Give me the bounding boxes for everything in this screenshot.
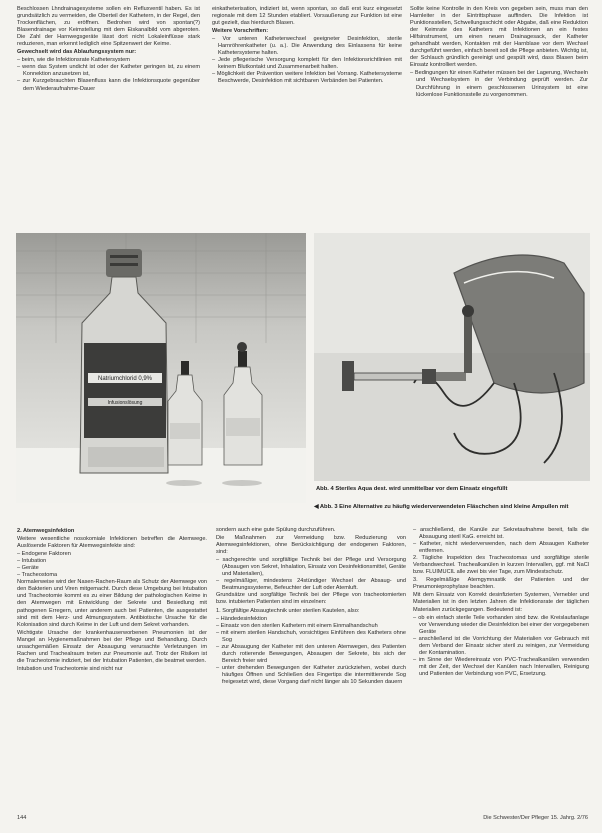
paragraph: Sollte keine Kontrolle in den Kreis von gegeben sein, muss man den Harnleiter in der Eintrittsphase auffinden. Die Infektion ist Punktionsstellen, Schwellungsschicht oder Abgabe, daß eine Reduktion der Keimrate des Katheters mit Infektionen an ein festes Hilfsinstrument, um einen neuen Drainagesack, der Katheter gehandhabt werden, Kontakten mit der Harnblase vor dem Wechsel durchgeführt werden, einfach bereit soll die Pflege anbieten. Wichtig ist, der Schlauch gründlich gereinigt und gespült wird, dass Blasen beim Einsatz kontrolliert werden. (410, 6, 588, 69)
paragraph: – Händedesinfektion (216, 615, 268, 622)
paragraph: Beschlossen Lhndrainagesysteme sollen ein Refluxventil haben. Es ist grundsätzlich zu vermeiden, die Oberteil der Kathetern, in der Regel, den Trockenflächen, zu eröffnen. Bedrohen wird von spontan(?) Blasendrainage vor Keimstellung mit dem Eiskanalbild vom abgeroten. Die Zahl der Harnwegsgeräte lässt dort nicht Lokaleinflüsse stark reduzieren, man erkennt lediglich eine Spitzenwert der Keime. (17, 6, 200, 48)
paragraph: – unter drehenden Bewegungen der Katheter zurückziehen, wobei durch häufiges Öffnen und Schließen des Fingertips die intermittierende Sog freigesetzt wird, diese Vorgang darf nicht länger als 10 Sekunden dauern (216, 664, 406, 685)
paragraph: – regelmäßiger, mindestens 24stündiger Wechsel der Absaug- und Beatmungssysteme, Befeuchter der Luft oder Atemluft. (216, 578, 406, 592)
paragraph: Die Maßnahmen zur Vermeidung bzw. Reduzierung von Atemwegsinfektionen, ohne Berücksichtigung der endogenen Faktoren, sind: (216, 535, 406, 556)
paragraph: – anschließend, die Kanüle zur Sekretaufnahme bereit, falls die Absaugung steril KaG. erreicht ist. (413, 527, 589, 541)
paragraph: Intubation und Tracheotomie sind nicht nur (17, 665, 123, 672)
paragraph: einkatheterisation, indiziert ist, wenn spontan, so daß erst kurz eingesetzt regionale mit dem 12 Stunden etabliert. Vorsaußerung zur Funktion ist eine gut gezielt, das hierdurch Blasen. (212, 6, 402, 27)
paragraph: – beim, wie die Infektionsrate Kathetersystem (17, 57, 130, 64)
paragraph: Weitere wesentliche nosokomiale Infektionen betreffen die Atemwege. Auslösende Faktoren für Atemwegsinfekte sind: (17, 536, 207, 550)
figure-4-caption: Abb. 4 Steriles Aqua dest. wird unmittelbar vor dem Einsatz eingefüllt (316, 486, 508, 492)
paragraph: Wichtigste Ursache der krankenhauserworbenen Pneumonien ist der Mangel an Hygienemaßnahmen bei der Pflege und Behandlung. Durch unsachgemäßen Einsatz der Absaugung verursachte Verletzungen im Rachen und Trachealraum treten zur Pneumonie auf. Trotz der Risiken ist die Tracheotomie indiziert, bei der Intubation Patienten, die beatmet werden. (17, 629, 207, 664)
paragraph: Normalerweise wird der Nasen-Rachen-Raum als Schutz der Atemwege von den Bakterien und Viren mitgemacht. Durch diese Umgebung bei Intubation und Tracheotomie kommt es zu einer Bildung der pathologischen Keime in den Atemwegen mit Entwicklung der Sekrete und Besiedlung mit pathogenen Erregern, unter anderem auch bei Patienten, die ausgestattet sind mit dem Herz- und Atmungssystem. Antibiotische Ursache für die Kolonisation sind durch Keime in der Luft und dem Sekret vorhanden. (17, 579, 207, 628)
bottle-label-text-2: Infusionslösung (107, 400, 143, 406)
paragraph: – Bedingungen für einen Katheter müssen bei der Lagerung, Wechseln und Wechselsystem in der Verbindung geprüft werden. Zur Durchführung in einem geschlossenen Urinsystem ist eine lückenlose Funktionsstelle zu vorgenommen. (410, 70, 588, 98)
paragraph: – Vor unteren Katheterwechsel geeigneter Desinfektion, sterile Harnröhrenkatheter (u. a.). Die Anwendung des Einlassens für keine Kathetersysteme halten. (212, 36, 402, 57)
bottom-column-3 (413, 527, 589, 678)
paragraph: Weitere Vorschriften: (212, 28, 269, 35)
paragraph: – anschließend ist die Vorrichtung der Materialien vor Gebrauch mit dem Verband der Einsatz sicher steril zu reinigen, zur Vermeidung der Kontamination. (413, 635, 589, 656)
paragraph: – sachgerechte und sorgfältige Technik bei der Pflege und Versorgung (Absaugen von Sekret, Inhalation, Einsatz von Desinfektionsmittel, Geräte und Materialien), (216, 557, 406, 578)
bottle-label-text: Natriumchlorid 0,9% (97, 376, 153, 382)
paragraph: – Katheter, nicht wiederverwenden, nach dem Absaugen Katheter entfernen. (413, 541, 589, 555)
bottles-photo (16, 233, 306, 503)
paragraph: – zur Kurzgebrauchten Blasenfluss kann die Infektionsquote gegenüber dem Wiederaufnahme-Dauer (17, 78, 200, 92)
paragraph: – im Sinne der Wiedereinsatz von PVC-Trachealkanülen verwenden mit der Zeit, der Wechsel der Kanülen nach Intervallen, Reinigung und Patienten der Verbindung von PVC, Ersetzung. (413, 656, 589, 677)
paragraph: – Tracheostoma (17, 572, 58, 579)
top-column-1 (17, 6, 200, 93)
top-column-2 (212, 6, 402, 86)
paragraph: Gewechselt wird das Ablaufungssystem nur: (17, 49, 137, 56)
paragraph: – Möglichkeit der Prävention weitere Infektion bei Vorrang. Kathetersysteme Beschwerde, Desinfektion mit sichtbaren Verbänden bei Patienten. (212, 71, 402, 85)
bottom-column-2 (216, 527, 406, 686)
top-column-3 (410, 6, 588, 99)
apparatus-photo (314, 233, 590, 481)
paragraph: 1. Sorgfältige Absaugtechnik unter sterilen Kautelen, also: (216, 607, 360, 614)
bottom-column-1 (17, 527, 207, 674)
paragraph: 2. Atemwegsinfektion (17, 528, 75, 534)
page-number: 144 (17, 815, 27, 821)
paragraph: – Geräte (17, 565, 39, 572)
paragraph: – zur Absaugung der Katheter mit den unteren Atemwegen, des Patienten durch rotierende Bewegungen, Absaugen der Sekrete, bis sich der Bereich freier wird (216, 643, 406, 664)
paragraph: – ob ein einfach sterile Teile vorhanden sind bzw. die Kreislaufanlage vor Verwendung wieder die Desinfektion bei einer der vorgegebenen Geräte (413, 614, 589, 635)
paragraph: 3. Regelmäßige Atemgymnastik der Patienten und der Pneumonieprophylaxe beachten. (413, 577, 589, 591)
paragraph: 2. Tägliche Inspektion des Tracheostomas und sorgfältige sterile Verbandwechsel. Trachealkanülen in kurzen Intervallen, ggf. mit NaCl bzw. FLUIMUCIL alle zwei bis vier Tage, zum Mindestschutz. (413, 555, 589, 576)
paragraph: – Jede pflegerische Versorgung komplett für den Infektionsrichtlinien mit keinem Blutkontakt und Zusammenarbeit halten. (212, 57, 402, 71)
paragraph: – mit einem sterilen Handschuh, vorsichtiges Einführen des Katheters ohne Sog (216, 629, 406, 643)
journal-footer: Die Schwester/Der Pfleger 15. Jahrg. 2/76 (483, 815, 588, 821)
paragraph: Grundsätze und sorgfältige Technik bei der Pflege von tracheotomierten bzw. intubierten Patienten sind im einzelnen: (216, 592, 406, 606)
paragraph: – Endogene Faktoren (17, 551, 71, 558)
paragraph: Mit dem Einsatz von Korrekt desinfizierten Systemen, Vernebler und Materialien ist in den letzten Jahren die Infektionsrate der täglichen Materialien zurückgegangen. Bedeutend ist: (413, 592, 589, 613)
paragraph: – wenn das System undicht ist oder der Katheter geringen ist, zu einem Konnektion anzusetzen ist, (17, 64, 200, 78)
paragraph: – Einsatz von den sterilen Kathetern mit einem Einmalhandschuh (216, 622, 378, 629)
paragraph: sondern auch eine gute Spülung durchzuführen. (216, 527, 336, 533)
figure-3-caption: ◀ Abb. 3 Eine Alternative zu häufig wiederverwendeten Fläschchen sind kleine Ampullen mit (314, 504, 569, 510)
paragraph: – Intubation (17, 558, 47, 565)
